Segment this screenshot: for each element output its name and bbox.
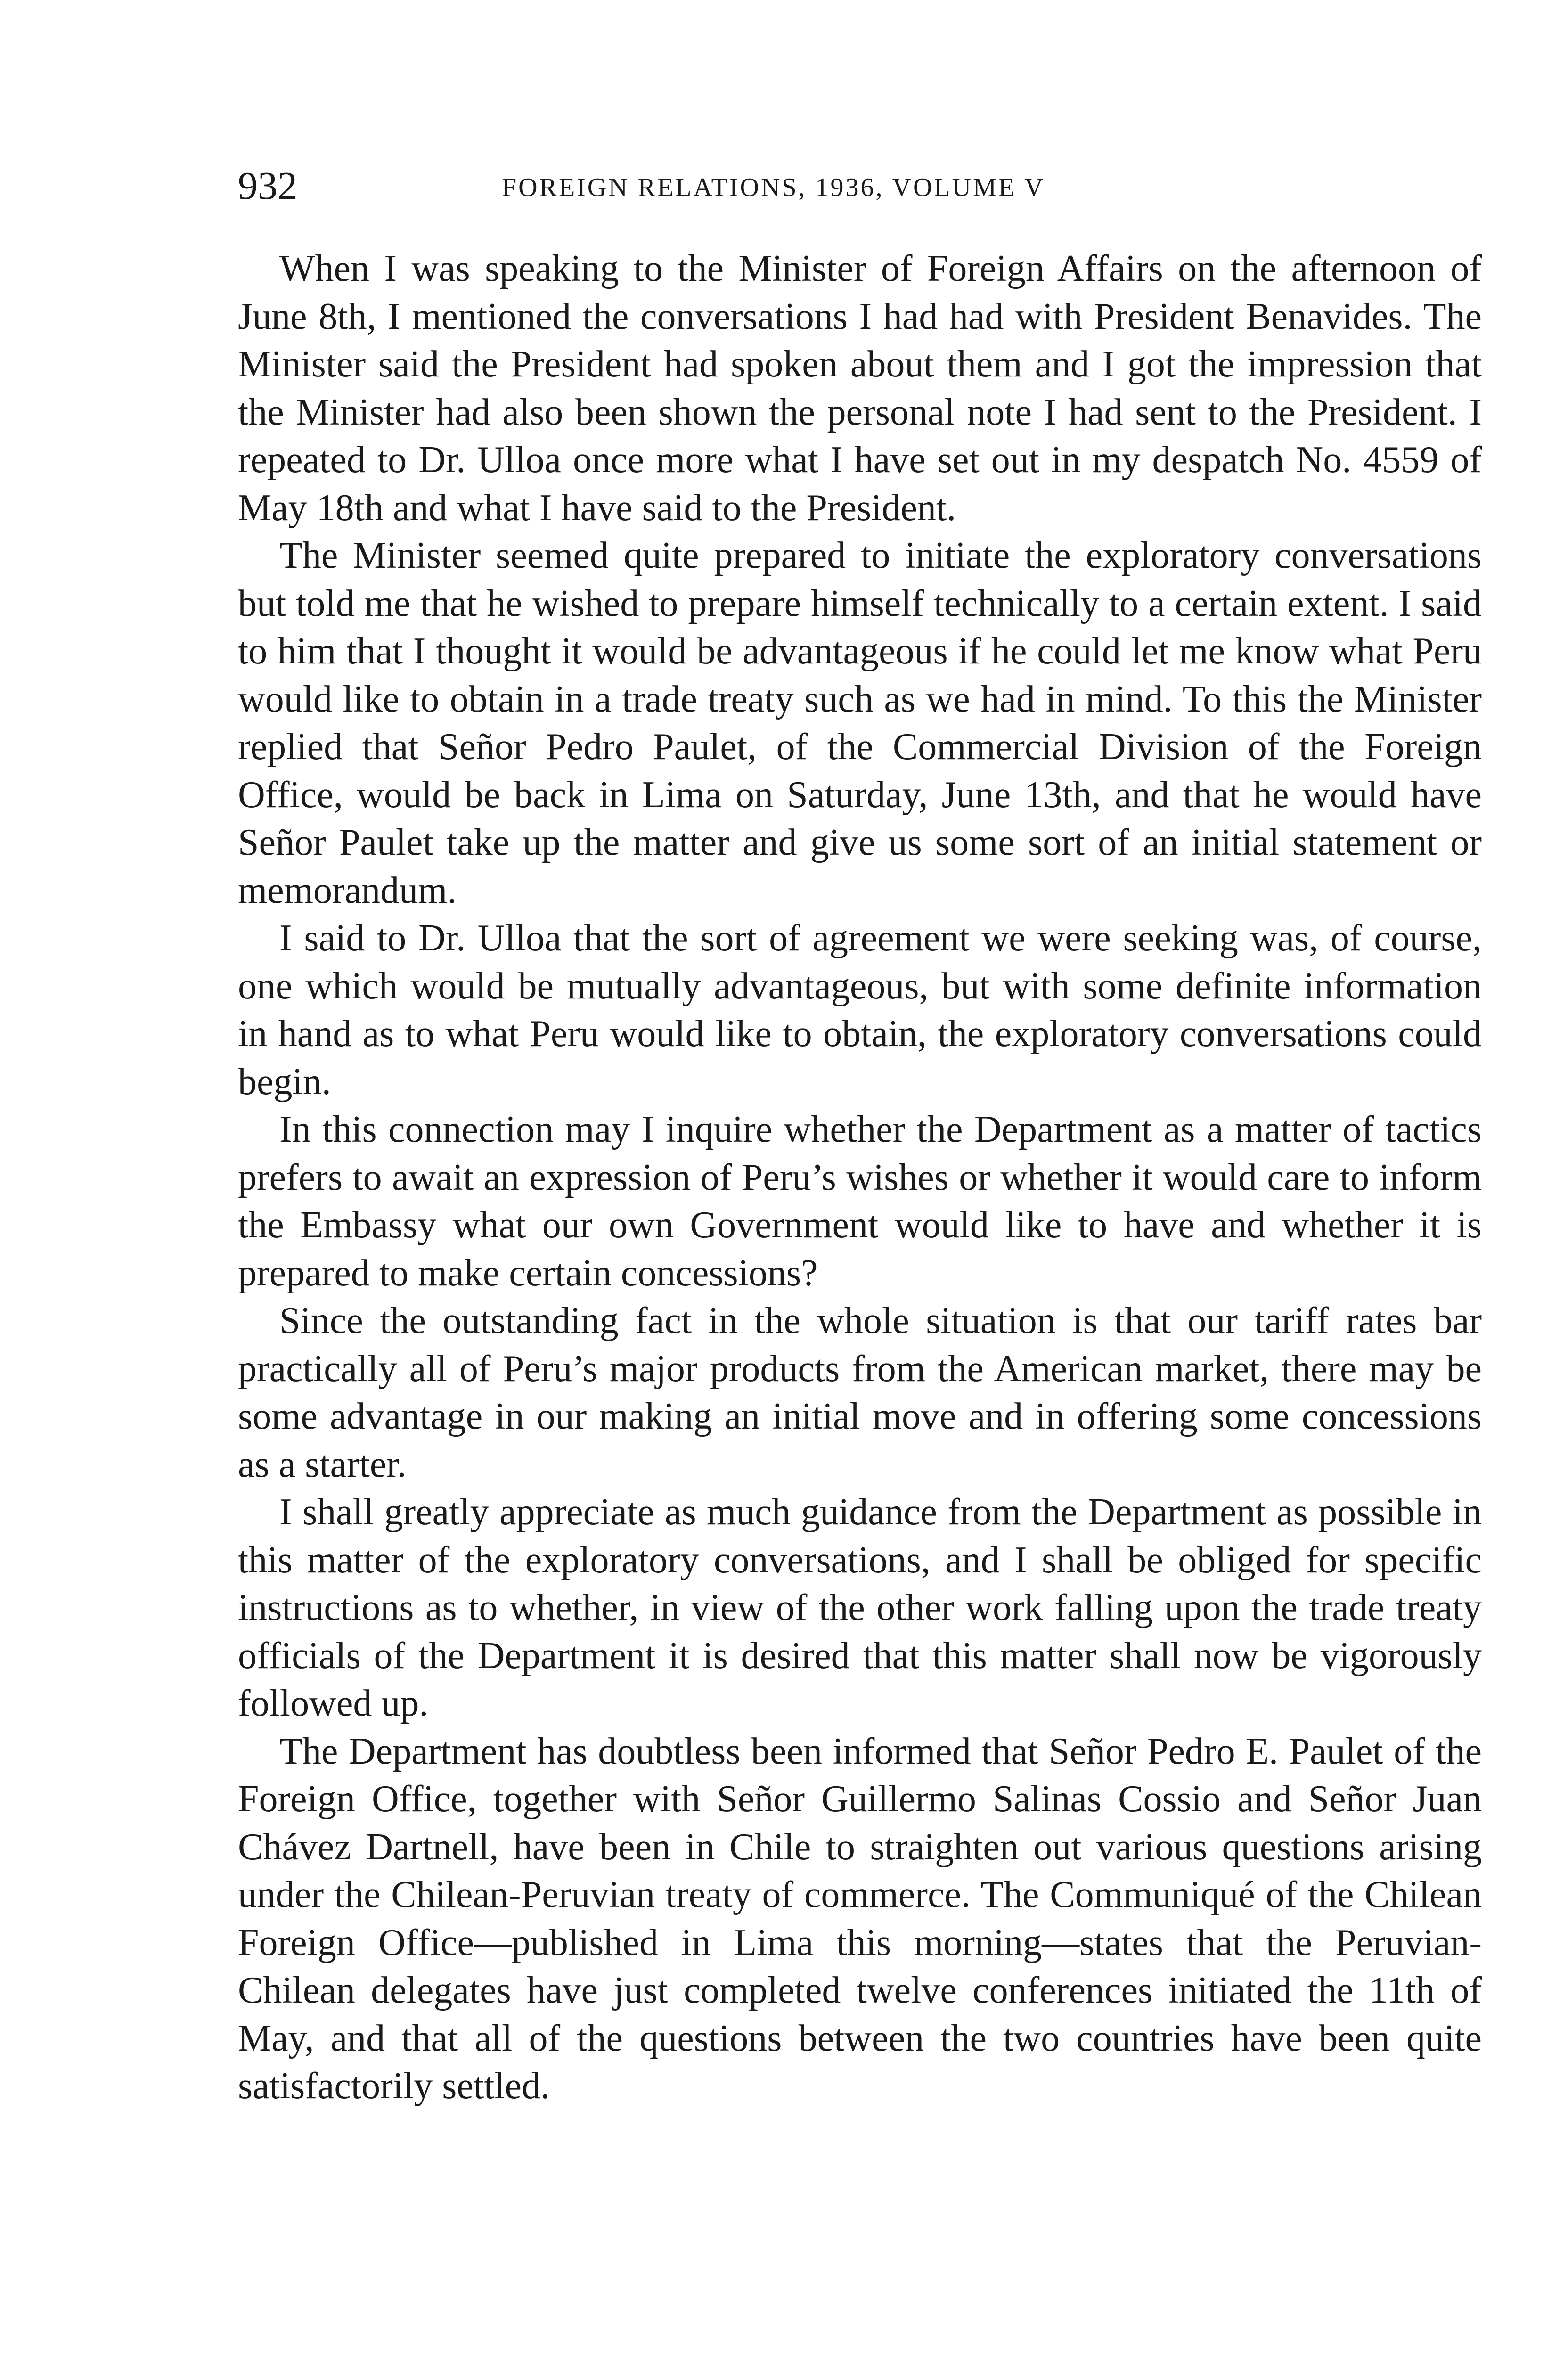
paragraph: Since the outstanding fact in the whole situation is that our tariff rates bar practically all of Peru’s major products from the American market, there may be some advantage in our making an initial move and in offering some concessions as a starter. — [238, 1300, 1482, 1485]
running-head — [238, 160, 1482, 212]
body-text — [238, 245, 1482, 2111]
running-title: FOREIGN RELATIONS, 1936, VOLUME V — [502, 173, 1045, 202]
paragraph: In this connection may I inquire whether the Department as a matter of tactics prefers to await an expression of Peru’s wishes or whether it would care to inform the Embassy what our own Government would like to have and whether it is prepared to make certain concessions? — [238, 1109, 1482, 1294]
paragraph: I shall greatly appreciate as much guidance from the Department as possible in this matter of the exploratory conversations, and I shall be obliged for specific instructions as to whether, in view of the other work falling upon the trade treaty officials of the Department it is desired that this matter shall now be vigorously followed up. — [238, 1491, 1482, 1724]
paragraph: I said to Dr. Ulloa that the sort of agreement we were seeking was, of course, one which would be mutually advantageous, but with some definite information in hand as to what Peru would like to obtain, the exploratory conversations could begin. — [238, 917, 1482, 1103]
paragraph: When I was speaking to the Minister of Foreign Affairs on the afternoon of June 8th, I mentioned the conversations I had had with President Benavides. The Minister said the President had spoken about them and I got the impression that the Minister had also been shown the personal note I had sent to the President. I repeated to Dr. Ulloa once more what I have set out in my despatch No. 4559 of May 18th and what I have said to the President. — [238, 248, 1482, 529]
paragraph: The Department has doubtless been informed that Señor Pedro E. Paulet of the Foreign Office, together with Señor Guillermo Salinas Cossio and Señor Juan Chávez Dartnell, have been in Chile to straighten out various questions arising under the Chilean-Peruvian treaty of commerce. The Communiqué of the Chilean Foreign Office—published in Lima this morning—states that the Peruvian-Chilean delegates have just completed twelve conferences initiated the 11th of May, and that all of the questions between the two countries have been quite satisfactorily settled. — [238, 1730, 1482, 2107]
paragraph: The Minister seemed quite prepared to initiate the exploratory conversations but told me that he wished to prepare himself technically to a certain extent. I said to him that I thought it would be advantageous if he could let me know what Peru would like to obtain in a trade treaty such as we had in mind. To this the Minister replied that Señor Pedro Paulet, of the Commercial Division of the Foreign Office, would be back in Lima on Saturday, June 13th, and that he would have Señor Paulet take up the matter and give us some sort of an initial statement or memorandum. — [238, 535, 1482, 911]
page-number: 932 — [238, 164, 297, 208]
